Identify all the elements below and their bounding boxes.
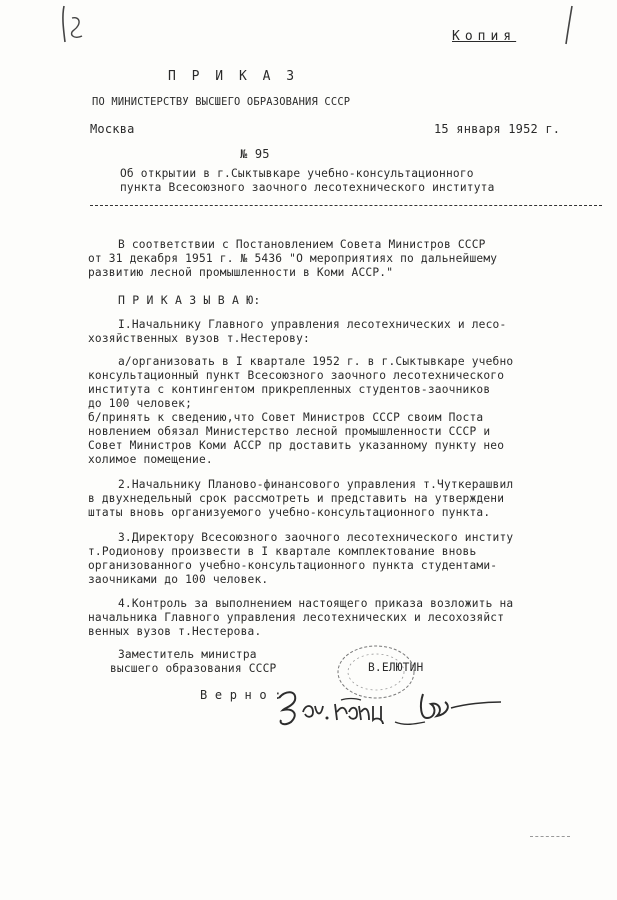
scan-artifact-line: [530, 836, 570, 837]
preamble-line-3: развитию лесной промышленности в Коми АССР.": [88, 266, 394, 279]
handwritten-signature: [275, 676, 505, 736]
item4-line-1: 4.Контроль за выполнением настоящего приказа возложить на: [118, 597, 514, 610]
item1-a-line-2: консультационный пункт Всесоюзного заочного лесотехнического: [88, 369, 505, 382]
copy-mark: Копия: [452, 29, 517, 44]
item2-line-1: 2.Начальнику Планово-финансового управления т.Чуткерашвил: [118, 478, 514, 491]
signatory-name: В.ЕЛЮТИН: [368, 661, 424, 674]
item4-line-2: начальника Главного управления лесотехнических и лесохозяйст: [88, 611, 505, 624]
item3-line-1: 3.Директору Всесоюзного заочного лесотехнического институ: [118, 531, 514, 544]
item2-line-2: в двухнедельный срок рассмотреть и представить на утверждени: [88, 492, 505, 505]
item3-line-3: организованного учебно-консультационного пункта студентами-: [88, 559, 498, 572]
preamble-line-2: от 31 декабря 1951 г. № 5436 "О мероприятиях по дальнейшему: [88, 252, 498, 265]
separator-line: [90, 205, 602, 206]
item1-a-line-1: а/организовать в I квартале 1952 г. в г.Сыктывкаре учебно: [118, 355, 514, 368]
order-word: П Р И К А З Ы В А Ю:: [118, 293, 261, 307]
item2-line-3: штаты вновь организуемого учебно-консультационного пункта.: [88, 506, 491, 519]
signature-position-1: Заместитель министра: [118, 648, 257, 661]
preamble-line-1: В соответствии с Постановлением Совета Министров СССР: [118, 238, 486, 251]
item1-a-line-3: института с контингентом прикрепленных студентов-заочников: [88, 383, 491, 396]
item1-b-line-4: холимое помещение.: [88, 453, 213, 466]
order-number: № 95: [240, 147, 270, 161]
item1-b-line-1: б/принять к сведению,что Совет Министров СССР своим Поста: [88, 411, 484, 424]
order-date: 15 января 1952 г.: [434, 122, 561, 136]
item1-a-line-4: до 100 человек;: [88, 397, 193, 410]
item4-line-3: венных вузов т.Нестерова.: [88, 625, 262, 638]
ministry-line: ПО МИНИСТЕРСТВУ ВЫСШЕГО ОБРАЗОВАНИЯ СССР: [92, 96, 351, 108]
subject-line-2: пункта Всесоюзного заочного лесотехнического института: [120, 181, 495, 194]
handwritten-mark-top-left: [52, 2, 92, 50]
verified-label: В е р н о :: [200, 688, 282, 702]
item3-line-2: т.Родионову произвести в I квартале комплектование вновь: [88, 545, 477, 558]
item1-line-1: I.Начальнику Главного управления лесотехнических и лесо-: [118, 318, 507, 331]
item1-line-2: хозяйственных вузов т.Нестерову:: [88, 332, 310, 345]
item1-b-line-3: Совет Министров Коми АССР пр доставить указанному пункту нео: [88, 439, 505, 452]
document-title: П Р И К А З: [168, 69, 299, 84]
city: Москва: [90, 122, 135, 136]
item1-b-line-2: новлением обязал Министерство лесной промышленности СССР и: [88, 425, 491, 438]
subject-line-1: Об открытии в г.Сыктывкаре учебно-консультационного: [120, 167, 474, 180]
item3-line-4: заочниками до 100 человек.: [88, 573, 269, 586]
handwritten-mark-top-right: [558, 4, 580, 48]
signature-position-2: высшего образования СССР: [110, 662, 277, 675]
